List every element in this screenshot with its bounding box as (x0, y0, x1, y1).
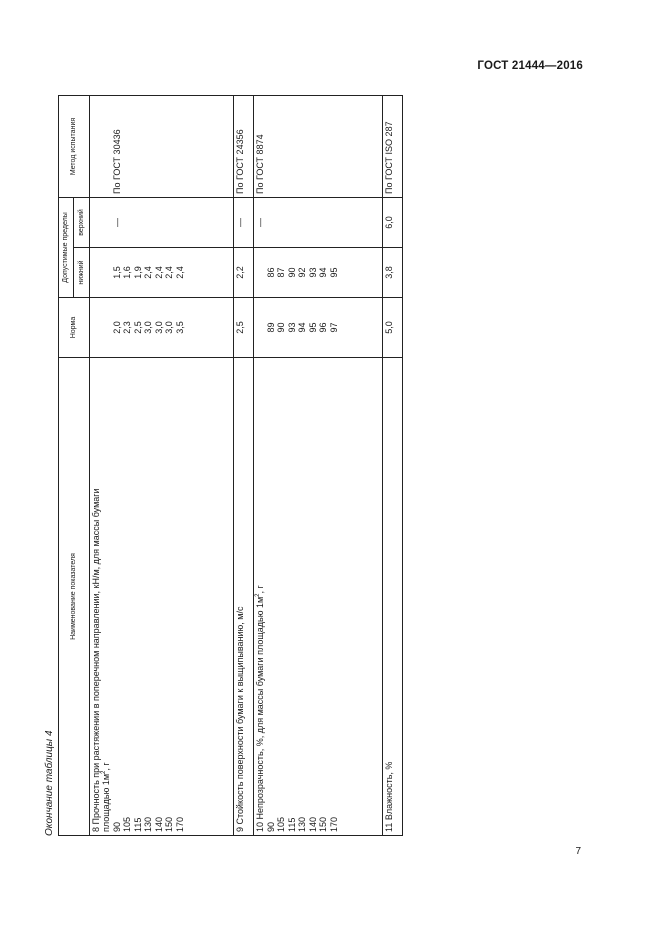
row10-norm-value: 95 (307, 322, 318, 333)
row11-title: 11 Влажность, % (383, 761, 394, 832)
row10-lower-cell (254, 248, 383, 298)
row8-lower-value: 2,4 (174, 266, 185, 279)
row10-upper-value: — (255, 218, 266, 227)
row9-upper-value: — (235, 218, 246, 227)
row10-norm-value: 96 (318, 322, 329, 333)
row8-norm-value: 2,5 (132, 321, 143, 334)
col-header-upper: верхний (73, 197, 89, 247)
row10-upper-cell (254, 197, 383, 247)
row10-item: 90 (265, 821, 276, 832)
row10-norm-cell (254, 298, 383, 358)
rotated-table-block (44, 96, 408, 836)
col-header-limits: Допустимые пределы (59, 197, 74, 297)
row10-method-cell (254, 95, 383, 197)
row8-title-1: 8 Прочность при растяжении в поперечном направлении, кН/м, для массы бумаги (90, 488, 101, 832)
row8-norm-value: 2,0 (111, 321, 122, 334)
row9-upper-cell (234, 197, 254, 247)
row10-norm-value: 97 (328, 322, 339, 333)
row8-item: 90 (111, 821, 122, 832)
row11-upper-cell (382, 197, 402, 247)
row10-name-cell (254, 358, 383, 836)
header-row-1 (59, 95, 74, 835)
row11-norm-cell (382, 298, 402, 358)
row8-lower-value: 1,9 (132, 266, 143, 279)
row8-norm-value: 3,5 (174, 321, 185, 334)
row11-method: По ГОСТ ISO 287 (383, 121, 394, 194)
row10-lower-value: 93 (307, 267, 318, 278)
row10-lower-value: 87 (276, 267, 287, 278)
col-header-lower: нижний (73, 248, 89, 298)
row10-lower-value: 95 (328, 267, 339, 278)
row9-method: По ГОСТ 24356 (235, 129, 246, 194)
row11-norm-value: 5,0 (383, 321, 394, 334)
row8-name-cell (89, 358, 233, 836)
col-header-method: Метод испытания (59, 95, 90, 197)
row8-norm-value: 3,0 (153, 321, 164, 334)
row9-norm-value: 2,5 (235, 321, 246, 334)
table-row-10 (254, 95, 383, 835)
requirements-table (58, 95, 403, 836)
row8-item: 140 (153, 816, 164, 832)
row10-item: 150 (318, 816, 329, 832)
row9-method-cell (234, 95, 254, 197)
row10-lower-value: 86 (265, 267, 276, 278)
document-header: ГОСТ 21444—2016 (477, 60, 583, 72)
row8-upper-cell (89, 197, 233, 247)
row8-lower-value: 2,4 (153, 266, 164, 279)
row8-lower-value: 1,6 (122, 266, 133, 279)
row9-lower-value: 2,2 (235, 266, 246, 279)
row10-lower-value: 92 (297, 267, 308, 278)
col-header-name: Наименование показателя (59, 358, 90, 836)
row8-norm-value: 3,0 (143, 321, 154, 334)
row10-norm-value: 94 (297, 322, 308, 333)
row8-item: 130 (143, 816, 154, 832)
row11-method-cell (382, 95, 402, 197)
row8-upper-value: — (111, 218, 122, 227)
row8-item: 115 (132, 817, 143, 832)
row11-lower-cell (382, 248, 402, 298)
row8-lower-value: 2,4 (164, 266, 175, 279)
table-row-9 (234, 95, 254, 835)
row8-norm-cell (89, 298, 233, 358)
row8-norm-value: 3,0 (164, 321, 175, 334)
row8-item: 150 (164, 816, 175, 832)
row8-norm-value: 2,3 (122, 321, 133, 334)
row10-lower-value: 94 (318, 267, 329, 278)
row8-item: 170 (174, 816, 185, 832)
row10-lower-value: 90 (286, 267, 297, 278)
row8-method-cell (89, 95, 233, 197)
row9-lower-cell (234, 248, 254, 298)
row9-title: 9 Стойкость поверхности бумаги к выщипыванию, м/с (235, 606, 246, 832)
row10-item: 130 (297, 816, 308, 832)
row8-title-2: площадью $1м^2$, г (101, 762, 112, 832)
row10-norm-value: 89 (265, 322, 276, 333)
page-number: 7 (575, 846, 581, 857)
table-caption: Окончание таблицы 4 (44, 730, 55, 836)
row11-name-cell (382, 358, 402, 836)
row11-lower-value: 3,8 (383, 266, 394, 279)
col-header-norm: Норма (59, 298, 90, 358)
row10-title: 10 Непрозрачность, %, для массы бумаги площадью $1м^2$, г (255, 585, 266, 832)
row10-item: 140 (307, 816, 318, 832)
table-row-11 (382, 95, 402, 835)
row10-item: 170 (328, 816, 339, 832)
row10-item: 115 (286, 817, 297, 832)
row10-norm-value: 90 (276, 322, 287, 333)
row10-norm-value: 93 (286, 322, 297, 333)
row8-lower-value: 2,4 (143, 266, 154, 279)
row8-item: 105 (122, 816, 133, 832)
row10-method: По ГОСТ 8874 (255, 134, 266, 194)
row9-name-cell (234, 358, 254, 836)
row8-lower-value: 1,5 (111, 266, 122, 279)
row8-method: По ГОСТ 30436 (111, 129, 122, 194)
row11-upper-value: 6,0 (383, 216, 394, 229)
row8-lower-cell (89, 248, 233, 298)
row9-norm-cell (234, 298, 254, 358)
row10-item: 105 (276, 816, 287, 832)
table-row-8 (89, 95, 233, 835)
